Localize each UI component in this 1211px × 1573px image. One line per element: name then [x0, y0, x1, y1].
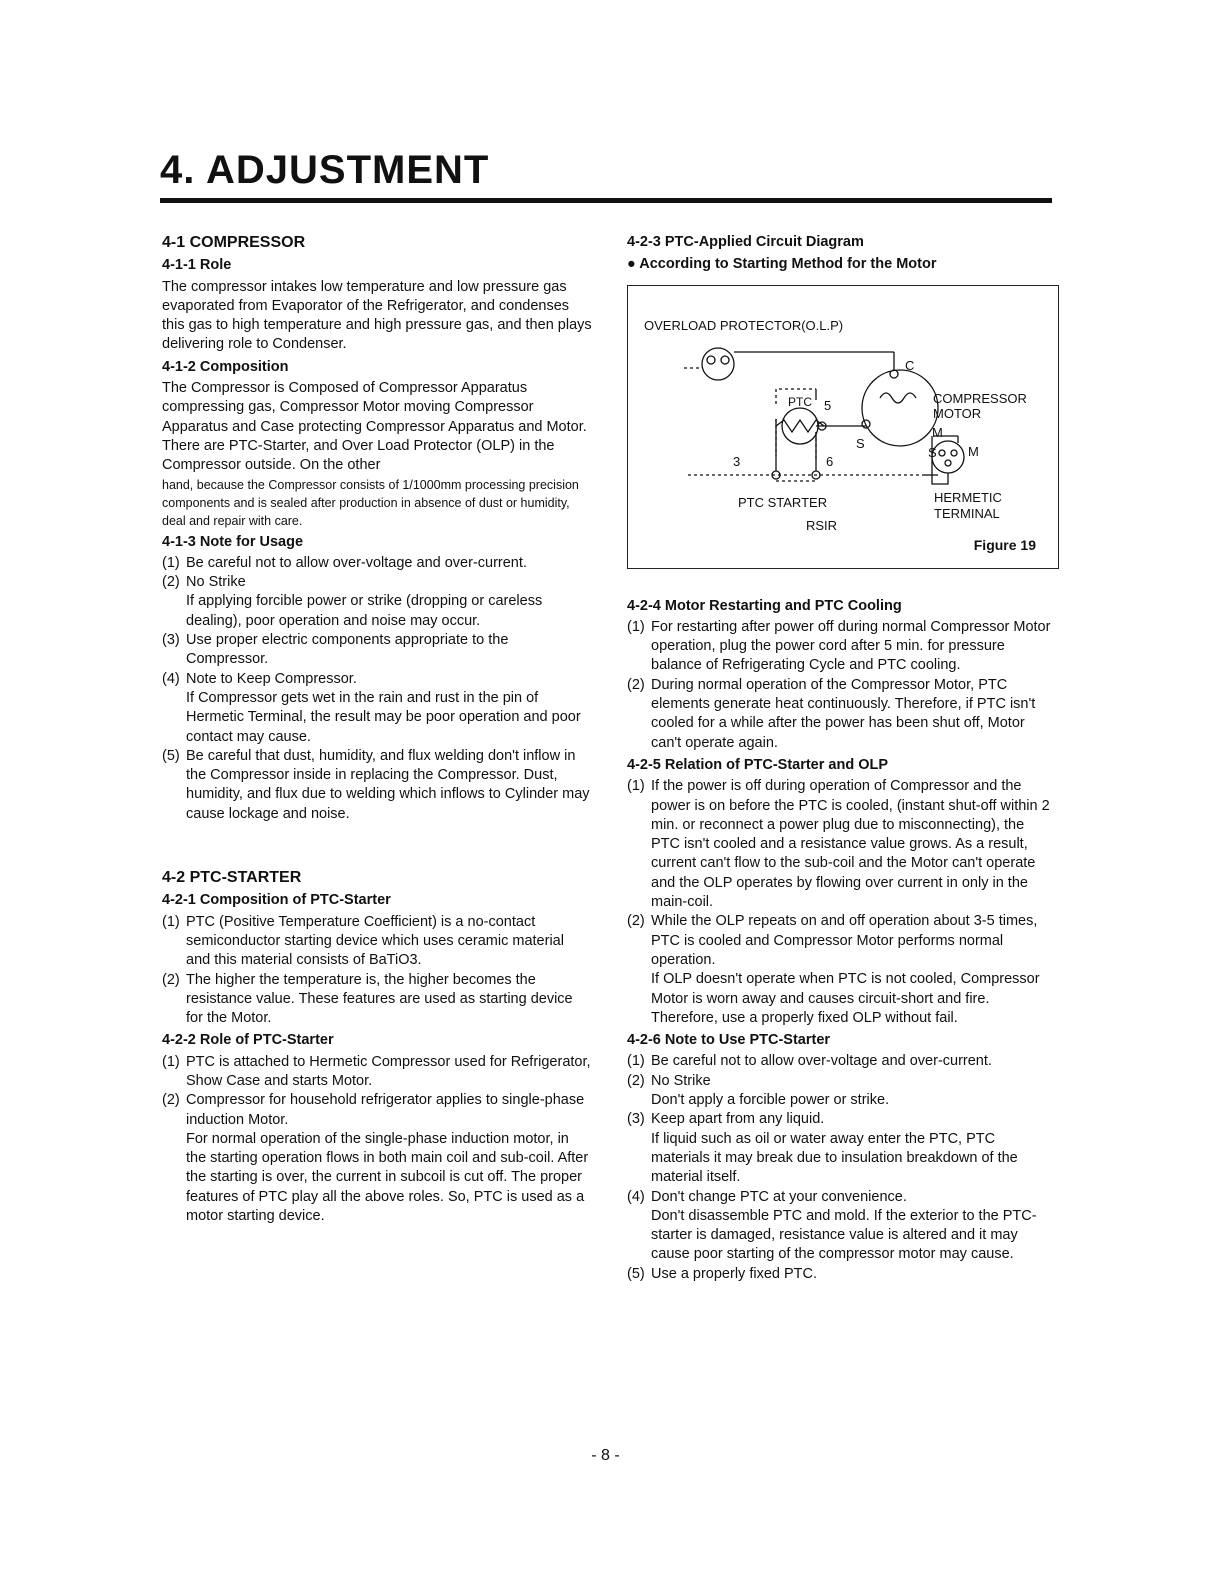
list-item [627, 1072, 1057, 1111]
list-item-number: (4) [162, 670, 180, 687]
section-heading-ptc: 4-2 PTC-STARTER [162, 869, 302, 887]
list-item-text: No Strike [186, 574, 246, 591]
label-c: C [905, 357, 915, 373]
list-item-text: Compressor for household refrigerator applies to single-phase induction Motor. [186, 1092, 585, 1128]
list-item-text: No Strike [651, 1072, 711, 1089]
label-terminal: TERMINAL [934, 505, 1000, 521]
note-list [627, 1052, 1057, 1284]
list-item-number: (5) [627, 1265, 645, 1282]
list-item [162, 1053, 592, 1092]
list-item-number: (2) [162, 971, 180, 988]
subheading-role: 4-1-1 Role [162, 257, 232, 274]
label-rsir: RSIR [806, 517, 838, 533]
list-item-continuation: If applying forcible power or strike (dropping or careless dealing), poor operation and noise may occur. [186, 593, 543, 629]
list-item [627, 1188, 1057, 1265]
list-item [162, 573, 592, 631]
list-item [627, 1110, 1057, 1187]
list-item [627, 1265, 1057, 1284]
list-item-text: Be careful that dust, humidity, and flux welding don't inflow in the Compressor inside in replacing the Compressor. Dust, humidity, and flux due to welding which inflows to Cylinder may cause lockage and noise. [186, 747, 590, 822]
list-item-text: For restarting after power off during normal Compressor Motor operation, plug the power cord after 5 min. for pressure balance of Refrigerating Cycle and PTC cooling. [651, 618, 1051, 674]
list-item [162, 631, 592, 670]
label-motor: MOTOR [933, 405, 982, 421]
list-item-number: (2) [627, 676, 645, 693]
list-item-text: Be careful not to allow over-voltage and over-current. [186, 554, 527, 571]
right-column [627, 233, 1057, 1284]
list-item-continuation: If Compressor gets wet in the rain and rust in the pin of Hermetic Terminal, the result may be poor operation and poor contact may cause. [186, 689, 581, 745]
list-item [627, 618, 1057, 676]
subheading-ptc-composition: 4-2-1 Composition of PTC-Starter [162, 892, 391, 909]
list-item [162, 747, 592, 824]
list-item-text: During normal operation of the Compressor Motor, PTC elements generate heat continuously. Therefore, if PTC isn't cooled for a while after the power has been shut off, Motor can't operate again. [651, 676, 1036, 751]
relation-list [627, 777, 1057, 1028]
list-item [162, 1091, 592, 1226]
circuit-diagram [627, 285, 1059, 569]
list-item-text: PTC is attached to Hermetic Compressor used for Refrigerator, Show Case and starts Motor. [186, 1053, 591, 1089]
list-item [627, 777, 1057, 912]
label-compressor: COMPRESSOR [933, 390, 1027, 406]
usage-list [162, 554, 592, 824]
list-item-continuation: Don't disassemble PTC and mold. If the exterior to the PTC-starter is damaged, resistance value is altered and it may cause poor starting of the compressor motor may cause. [651, 1207, 1037, 1263]
list-item [162, 971, 592, 1029]
subheading-composition: 4-1-2 Composition [162, 358, 289, 375]
list-item-text: Use proper electric components appropriate to the Compressor. [186, 632, 509, 668]
list-item-number: (1) [627, 1053, 645, 1070]
list-item-text: Be careful not to allow over-voltage and over-current. [651, 1053, 992, 1070]
subheading-restart: 4-2-4 Motor Restarting and PTC Cooling [627, 597, 902, 614]
left-column [162, 233, 592, 1226]
list-item-text: The higher the temperature is, the higher becomes the resistance value. These features are used as starting device for the Motor. [186, 971, 573, 1027]
list-item-number: (2) [627, 1072, 645, 1089]
list-item [627, 1052, 1057, 1071]
list-item-text: Don't change PTC at your convenience. [651, 1188, 907, 1205]
list-item-text: While the OLP repeats on and off operation about 3-5 times, PTC is cooled and Compressor Motor performs normal operation. [651, 913, 1038, 968]
paragraph-composition: The Compressor is Composed of Compressor Apparatus compressing gas, Compressor Motor moving Compressor Apparatus and Case protecting Compressor Apparatus and Motor. There are PTC-Starter, and Over Load Protector (OLP) in the Compressor outside. On the other [162, 380, 587, 474]
section-heading-compressor: 4-1 COMPRESSOR [162, 234, 306, 251]
figure-caption: Figure 19 [973, 537, 1036, 554]
label-pin-5: 5 [824, 397, 832, 413]
label-terminal-m: M [968, 443, 979, 459]
label-ptc-starter: PTC STARTER [738, 494, 828, 510]
list-item-number: (1) [162, 1053, 180, 1070]
page-title: 4. ADJUSTMENT [160, 148, 490, 192]
list-item [627, 676, 1057, 753]
ptc-composition-list [162, 913, 592, 1029]
compressor-motor-symbol [862, 370, 938, 446]
list-item [162, 554, 592, 573]
list-item-continuation: If liquid such as oil or water away enter the PTC, PTC materials it may break due to insulation breakdown of the material itself. [651, 1130, 1018, 1186]
list-item-number: (3) [162, 632, 180, 649]
subheading-starting-method: ● According to Starting Method for the Motor [627, 256, 937, 273]
list-item-number: (4) [627, 1188, 645, 1205]
label-pin-6: 6 [826, 453, 834, 469]
subheading-relation: 4-2-5 Relation of PTC-Starter and OLP [627, 756, 889, 773]
list-item-text: Note to Keep Compressor. [186, 670, 357, 687]
list-item-number: (2) [162, 574, 180, 591]
label-s: S [856, 435, 865, 451]
list-item-text: PTC (Positive Temperature Coefficient) is a no-contact semiconductor starting device which uses ceramic material and this material consists of BaTiO3. [186, 913, 564, 969]
paragraph-role: The compressor intakes low temperature and low pressure gas evaporated from Evaporator of the Refrigerator, and condenses this gas to high temperature and high pressure gas, and then plays delivering role to Condenser. [162, 278, 592, 353]
label-ptc: PTC [788, 394, 812, 409]
list-item-number: (2) [162, 1092, 180, 1109]
subheading-usage: 4-1-3 Note for Usage [162, 533, 304, 550]
page-number: - 8 - [591, 1447, 620, 1464]
list-item [162, 670, 592, 747]
list-item-text: Keep apart from any liquid. [651, 1111, 825, 1128]
subheading-ptc-role: 4-2-2 Role of PTC-Starter [162, 1032, 334, 1049]
label-m: M [932, 424, 943, 440]
ptc-role-list [162, 1053, 592, 1227]
list-item-continuation: If OLP doesn't operate when PTC is not cooled, Compressor Motor is worn away and causes circuit-short and fire. Therefore, use a properly fixed OLP without fail. [651, 971, 1040, 1026]
list-item [162, 913, 592, 971]
list-item-continuation: Don't apply a forcible power or strike. [651, 1092, 890, 1109]
list-item-number: (1) [162, 554, 180, 571]
label-terminal-s: S [928, 444, 937, 460]
paragraph-composition-small: hand, because the Compressor consists of 1/1000mm processing precision components and is sealed after production in absence of dust or humidity, deal and repair with care. [162, 477, 579, 528]
list-item-number: (1) [627, 778, 645, 795]
label-olp: OVERLOAD PROTECTOR(O.L.P) [644, 317, 844, 333]
list-item-text: Use a properly fixed PTC. [651, 1265, 818, 1282]
list-item [627, 912, 1057, 1028]
label-pin-3: 3 [733, 453, 741, 469]
olp-symbol [702, 348, 734, 380]
list-item-number: (1) [162, 913, 180, 930]
list-item-number: (1) [627, 618, 645, 635]
restart-list [627, 618, 1057, 753]
title-rule [160, 198, 1052, 203]
subheading-note: 4-2-6 Note to Use PTC-Starter [627, 1032, 831, 1049]
list-item-number: (2) [627, 913, 645, 930]
subheading-circuit: 4-2-3 PTC-Applied Circuit Diagram [627, 234, 864, 250]
list-item-number: (3) [627, 1111, 645, 1128]
label-hermetic: HERMETIC [934, 489, 1002, 505]
list-item-text: If the power is off during operation of Compressor and the power is on before the PTC is cooled, (instant shut-off within 2 min. or reconnect a power plug due to misconnecting), the PTC isn't cooled and a resistance value grows. As a result, current can't flow to the sub-coil and the Motor can't operate and the OLP operates by flowing over current in only in the main-coil. [651, 778, 1050, 911]
list-item-continuation: For normal operation of the single-phase induction motor, in the starting operation flows in both main coil and sub-coil. After the starting is over, the current in subcoil is cut off. The proper features of PTC play all the above roles. So, PTC is used as a motor starting device. [186, 1130, 589, 1225]
list-item-number: (5) [162, 747, 180, 764]
